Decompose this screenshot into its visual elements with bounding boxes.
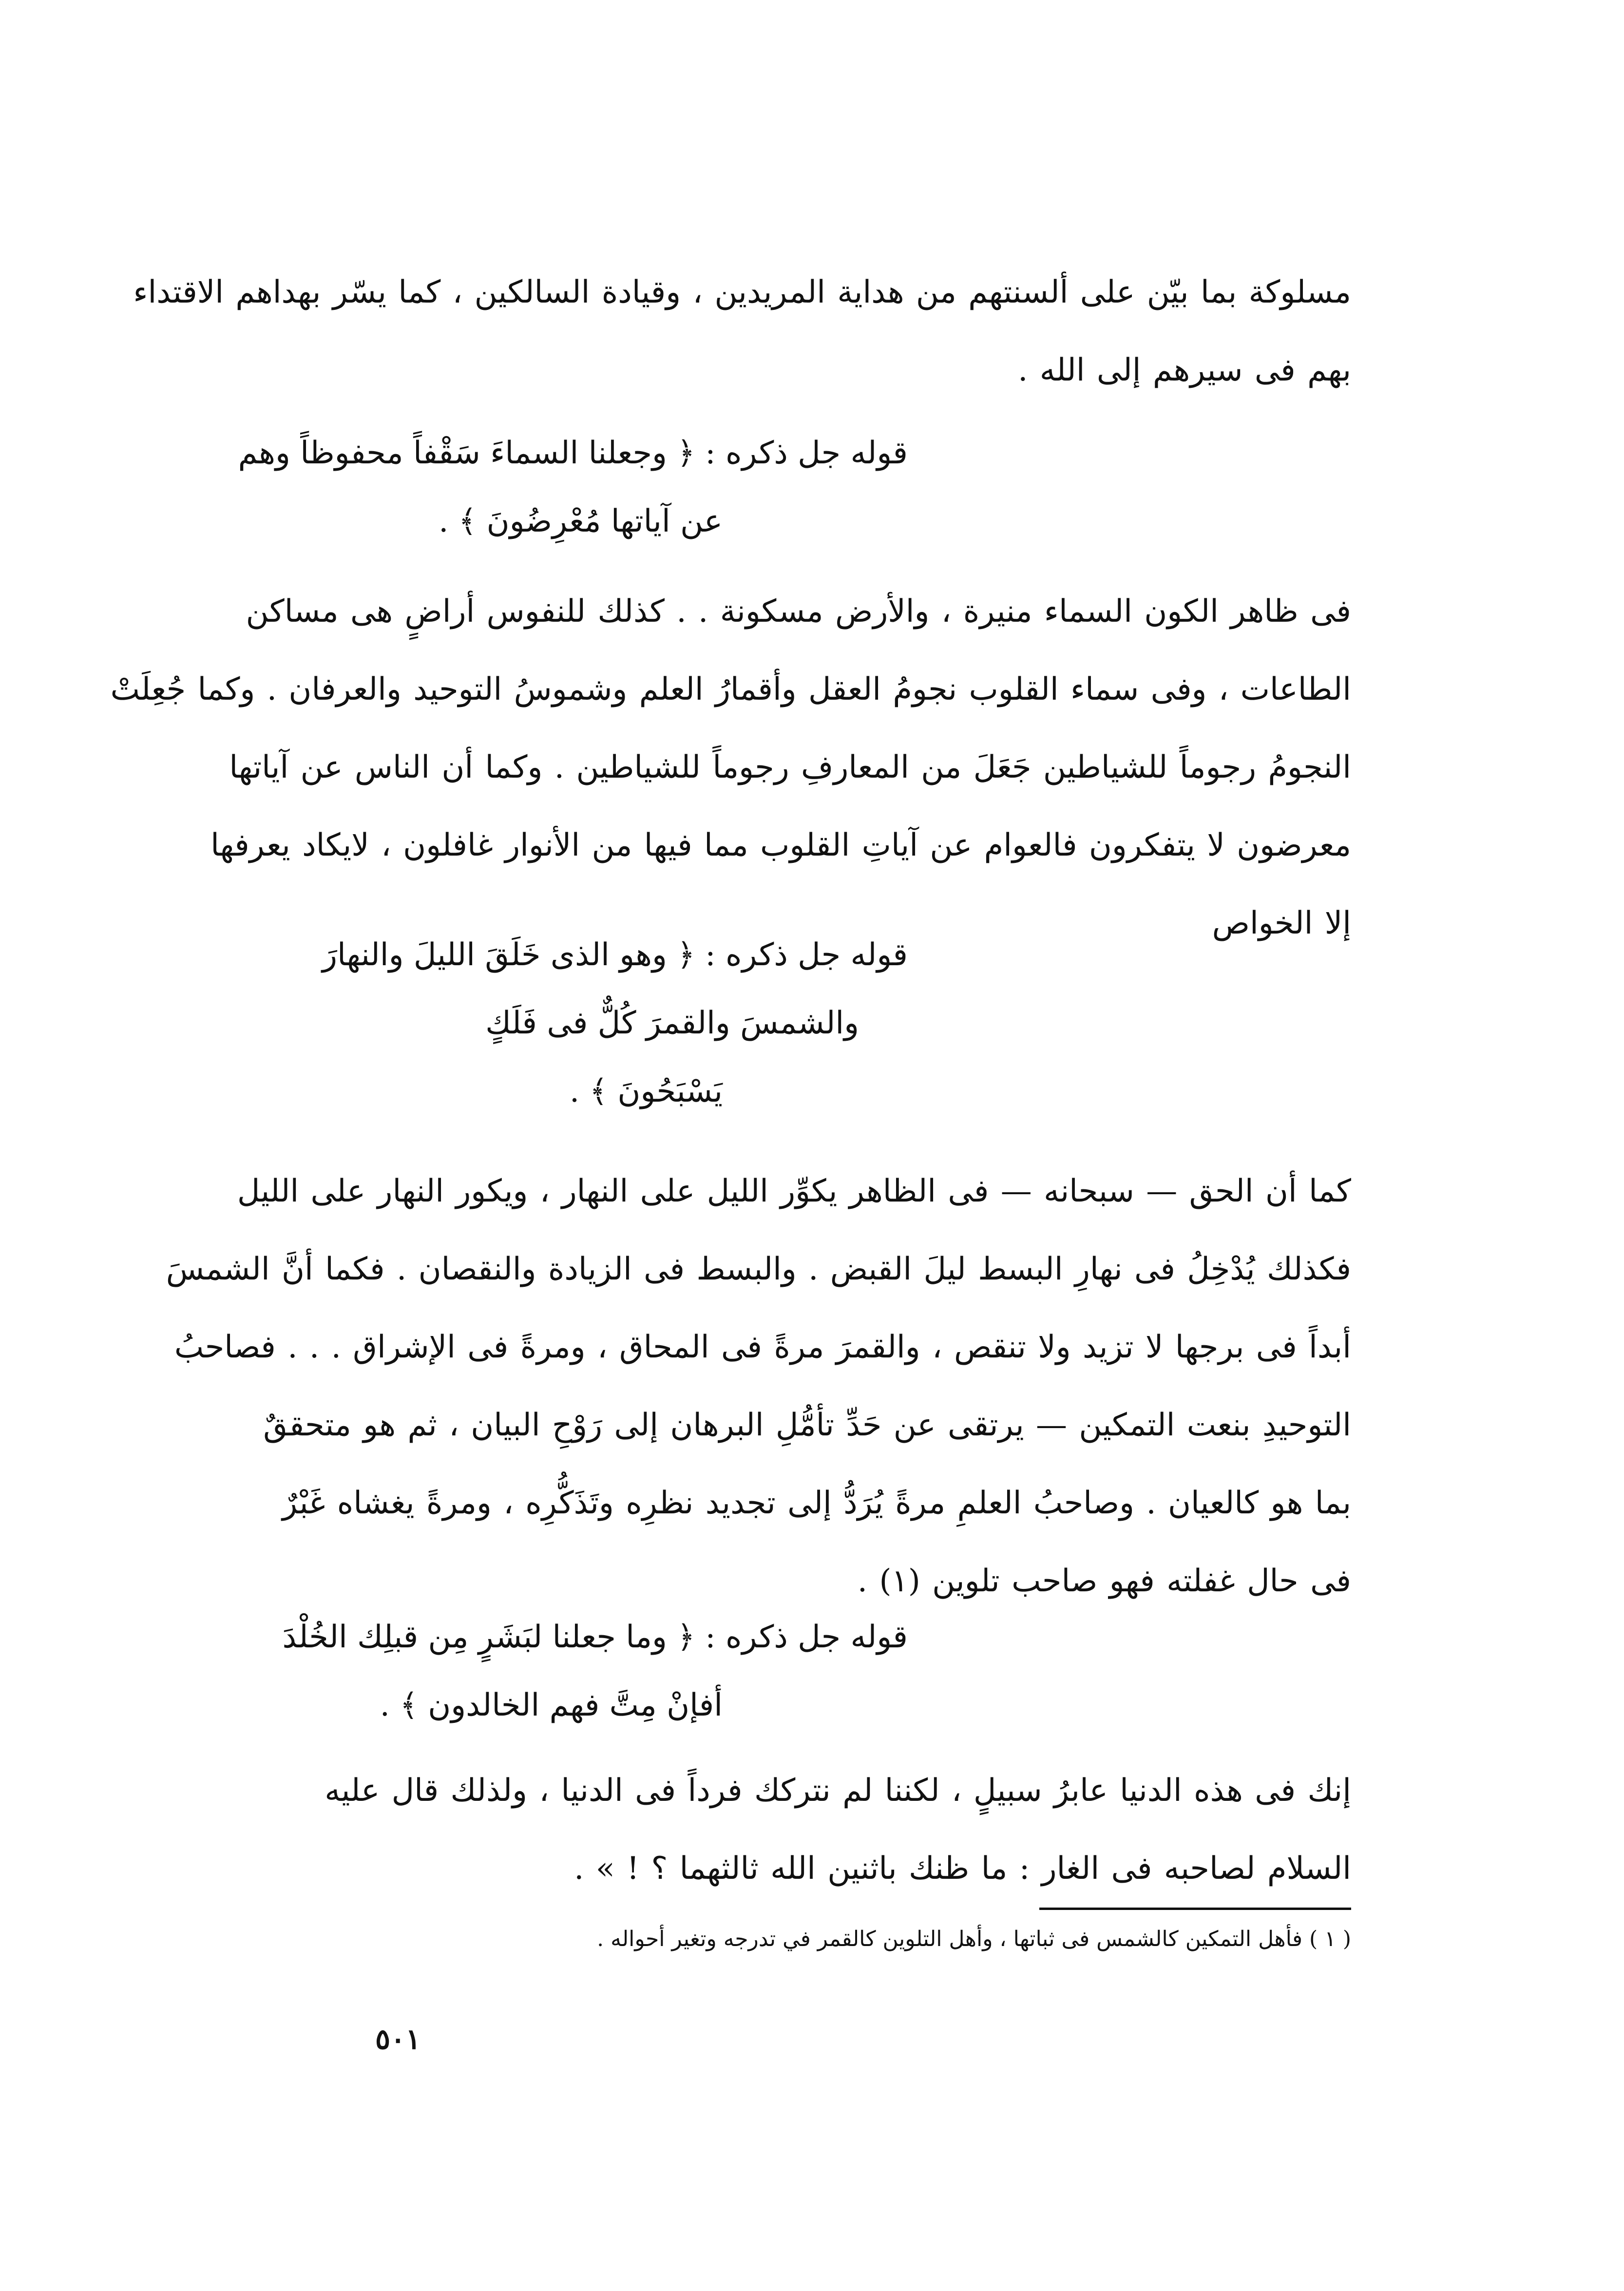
verse-line: قوله جل ذكره : ﴿ وجعلنا السماءَ سَقْفاً محفوظاً وهم	[238, 435, 908, 471]
paragraph-line: بهم فى سيرهم إلى الله .	[1018, 352, 1351, 388]
paragraph-line: أبداً فى برجها لا تزيد ولا تنقص ، والقمرَ مرةً فى المحاق ، ومرةً فى الإشراق . . . فصاحبُ	[174, 1329, 1351, 1365]
quranic-verse-3	[226, 1603, 908, 1739]
quranic-verse-2	[226, 921, 908, 1126]
paragraph-line: فى حال غفلته فهو صاحب تلوين (١) .	[857, 1563, 1351, 1599]
paragraph-line: السلام لصاحبه فى الغار : ما ظنك باثنين الله ثالثهما ؟ ! » .	[574, 1851, 1351, 1887]
paragraph-line: مسلوكة بما بيّن على ألسنتهم من هداية المريدين ، وقيادة السالكين ، كما يسّر بهداهم الاقتداء	[133, 274, 1351, 310]
paragraph-2	[110, 573, 1351, 962]
paragraph-line: إنك فى هذه الدنيا عابرُ سبيلٍ ، لكننا لم نتركك فرداً فى الدنيا ، ولذلك قال عليه	[325, 1773, 1351, 1809]
verse-line: أفإنْ مِتَّ فهم الخالدون ﴾ .	[380, 1687, 723, 1723]
paragraph-line: كما أن الحق — سبحانه — فى الظاهر يكوِّر الليل على النهار ، ويكور النهار على الليل	[237, 1173, 1351, 1209]
paragraph-1	[133, 253, 1351, 409]
paragraph-4	[269, 1752, 1351, 1908]
footnote: ( ١ ) فأهل التمكين كالشمس فى ثباتها ، وأهل التلوين كالقمر في تدرجه وتغير أحواله .	[597, 1927, 1351, 1951]
paragraph-line: النجومُ رجوماً للشياطين جَعَلَ من المعارفِ رجوماً للشياطين . وكما أن الناس عن آياتها	[229, 749, 1351, 785]
paragraph-line: التوحيدِ بنعت التمكين — يرتقى عن حَدِّ تأمُّلِ البرهان إلى رَوْحِ البيان ، ثم هو متحققٌ	[263, 1407, 1351, 1443]
verse-line: عن آياتها مُعْرِضُونَ ﴾ .	[439, 503, 723, 539]
verse-line: قوله جل ذكره : ﴿ وهو الذى خَلَقَ الليلَ والنهارَ	[322, 937, 908, 973]
paragraph-line: فى ظاهر الكون السماء منيرة ، والأرض مسكونة . . كذلك للنفوس أراضٍ هى مساكن	[246, 593, 1351, 630]
verse-line: والشمسَ والقمرَ كُلٌّ فى فَلَكٍ	[485, 1005, 859, 1041]
paragraph-line: إلا الخواص	[1212, 905, 1351, 941]
footnote-divider	[1039, 1908, 1351, 1910]
paragraph-line: فكذلك يُدْخِلُ فى نهارِ البسط ليلَ القبض . والبسط فى الزيادة والنقصان . فكما أنَّ الشمسَ	[166, 1251, 1351, 1287]
verse-line: قوله جل ذكره : ﴿ وما جعلنا لبَشَرٍ مِن قبلِك الخُلْدَ	[282, 1619, 908, 1655]
paragraph-line: بما هو كالعيان . وصاحبُ العلمِ مرةً يُرَدُّ إلى تجديد نظرِه وتَذَكُّرِه ، ومرةً يغشاه غَبْرٌ	[282, 1485, 1351, 1521]
paragraph-line: الطاعات ، وفى سماء القلوب نجومُ العقل وأقمارُ العلم وشموسُ التوحيد والعرفان . وكما جُعِلَتْ	[110, 671, 1351, 707]
verse-line: يَسْبَحُونَ ﴾ .	[569, 1073, 723, 1109]
quranic-verse-1	[226, 419, 908, 555]
page-number: ٥٠١	[375, 2023, 421, 2056]
paragraph-3	[166, 1152, 1351, 1620]
paragraph-line: معرضون لا يتفكرون فالعوام عن آياتِ القلوب مما فيها من الأنوار غافلون ، لايكاد يعرفها	[210, 827, 1351, 863]
